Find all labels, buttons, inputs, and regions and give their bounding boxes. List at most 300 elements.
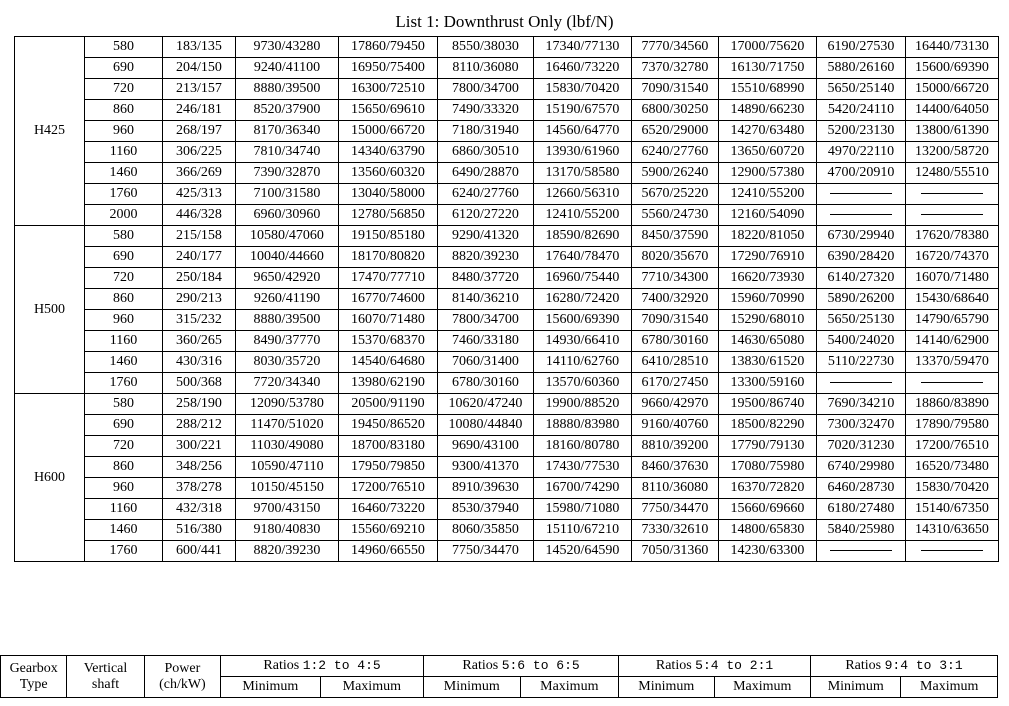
shaft-cell: 1760 bbox=[85, 541, 163, 562]
value-cell: 15430/68640 bbox=[906, 289, 999, 310]
ratio-prefix: Ratios bbox=[263, 658, 303, 673]
power-cell: 600/441 bbox=[163, 541, 236, 562]
value-cell: 8490/37770 bbox=[236, 331, 339, 352]
value-cell: 5650/25130 bbox=[817, 310, 906, 331]
value-cell: 9290/41320 bbox=[438, 226, 534, 247]
value-cell: 15980/71080 bbox=[534, 499, 632, 520]
value-cell: 16460/73220 bbox=[339, 499, 438, 520]
value-cell: 17640/78470 bbox=[534, 247, 632, 268]
empty-cell bbox=[906, 541, 999, 562]
value-cell: 13200/58720 bbox=[906, 142, 999, 163]
value-cell: 6730/29940 bbox=[817, 226, 906, 247]
value-cell: 15650/69610 bbox=[339, 100, 438, 121]
shaft-cell: 720 bbox=[85, 79, 163, 100]
value-cell: 18590/82690 bbox=[534, 226, 632, 247]
value-cell: 8550/38030 bbox=[438, 37, 534, 58]
value-cell: 8170/36340 bbox=[236, 121, 339, 142]
value-cell: 14400/64050 bbox=[906, 100, 999, 121]
downthrust-table bbox=[14, 36, 999, 562]
table-row bbox=[15, 247, 999, 268]
value-cell: 9160/40760 bbox=[632, 415, 719, 436]
dash-line bbox=[921, 382, 983, 383]
value-cell: 12090/53780 bbox=[236, 394, 339, 415]
value-cell: 7090/31540 bbox=[632, 79, 719, 100]
value-cell: 19900/88520 bbox=[534, 394, 632, 415]
shaft-cell: 960 bbox=[85, 121, 163, 142]
value-cell: 11470/51020 bbox=[236, 415, 339, 436]
dash-line bbox=[830, 193, 892, 194]
value-cell: 14930/66410 bbox=[534, 331, 632, 352]
value-cell: 16370/72820 bbox=[719, 478, 817, 499]
value-cell: 8910/39630 bbox=[438, 478, 534, 499]
value-cell: 16950/75400 bbox=[339, 58, 438, 79]
ratio-range-3: 5:4 to 2:1 bbox=[695, 658, 774, 673]
power-cell: 290/213 bbox=[163, 289, 236, 310]
table-row bbox=[15, 499, 999, 520]
ratio-header-2 bbox=[424, 656, 619, 677]
max-header: Maximum bbox=[520, 677, 619, 698]
value-cell: 17620/78380 bbox=[906, 226, 999, 247]
table-row bbox=[15, 184, 999, 205]
value-cell: 7180/31940 bbox=[438, 121, 534, 142]
value-cell: 17890/79580 bbox=[906, 415, 999, 436]
min-header: Minimum bbox=[221, 677, 320, 698]
power-cell: 213/157 bbox=[163, 79, 236, 100]
value-cell: 14800/65830 bbox=[719, 520, 817, 541]
value-cell: 15000/66720 bbox=[906, 79, 999, 100]
value-cell: 19450/86520 bbox=[339, 415, 438, 436]
value-cell: 10040/44660 bbox=[236, 247, 339, 268]
value-cell: 17000/75620 bbox=[719, 37, 817, 58]
value-cell: 7800/34700 bbox=[438, 79, 534, 100]
value-cell: 8880/39500 bbox=[236, 310, 339, 331]
value-cell: 16460/73220 bbox=[534, 58, 632, 79]
value-cell: 17340/77130 bbox=[534, 37, 632, 58]
value-cell: 18700/83180 bbox=[339, 436, 438, 457]
value-cell: 7460/33180 bbox=[438, 331, 534, 352]
shaft-cell: 690 bbox=[85, 415, 163, 436]
value-cell: 5890/26200 bbox=[817, 289, 906, 310]
value-cell: 5670/25220 bbox=[632, 184, 719, 205]
value-cell: 9700/43150 bbox=[236, 499, 339, 520]
shaft-cell: 860 bbox=[85, 100, 163, 121]
value-cell: 13570/60360 bbox=[534, 373, 632, 394]
value-cell: 8030/35720 bbox=[236, 352, 339, 373]
shaft-cell: 1460 bbox=[85, 520, 163, 541]
shaft-cell: 860 bbox=[85, 289, 163, 310]
power-cell: 360/265 bbox=[163, 331, 236, 352]
dash-line bbox=[921, 193, 983, 194]
value-cell: 9730/43280 bbox=[236, 37, 339, 58]
value-cell: 14270/63480 bbox=[719, 121, 817, 142]
power-cell: 246/181 bbox=[163, 100, 236, 121]
value-cell: 19500/86740 bbox=[719, 394, 817, 415]
value-cell: 9660/42970 bbox=[632, 394, 719, 415]
value-cell: 14790/65790 bbox=[906, 310, 999, 331]
value-cell: 18170/80820 bbox=[339, 247, 438, 268]
value-cell: 15830/70420 bbox=[534, 79, 632, 100]
table-row bbox=[15, 541, 999, 562]
value-cell: 4700/20910 bbox=[817, 163, 906, 184]
value-cell: 13930/61960 bbox=[534, 142, 632, 163]
power-header bbox=[144, 656, 220, 698]
shaft-header-line2: shaft bbox=[91, 676, 120, 692]
table-row bbox=[15, 394, 999, 415]
value-cell: 13560/60320 bbox=[339, 163, 438, 184]
ratio-header-1 bbox=[221, 656, 424, 677]
table-body bbox=[15, 37, 999, 562]
shaft-cell: 690 bbox=[85, 247, 163, 268]
shaft-cell: 1160 bbox=[85, 142, 163, 163]
power-cell: 240/177 bbox=[163, 247, 236, 268]
value-cell: 15660/69660 bbox=[719, 499, 817, 520]
power-cell: 366/269 bbox=[163, 163, 236, 184]
value-cell: 10590/47110 bbox=[236, 457, 339, 478]
value-cell: 5110/22730 bbox=[817, 352, 906, 373]
value-cell: 17790/79130 bbox=[719, 436, 817, 457]
value-cell: 18880/83980 bbox=[534, 415, 632, 436]
ratio-prefix: Ratios bbox=[845, 658, 885, 673]
value-cell: 13980/62190 bbox=[339, 373, 438, 394]
value-cell: 7490/33320 bbox=[438, 100, 534, 121]
shaft-cell: 2000 bbox=[85, 205, 163, 226]
value-cell: 6490/28870 bbox=[438, 163, 534, 184]
value-cell: 16070/71480 bbox=[339, 310, 438, 331]
power-header-line1: Power bbox=[164, 660, 201, 676]
ratio-range-2: 5:6 to 6:5 bbox=[501, 658, 580, 673]
power-cell: 306/225 bbox=[163, 142, 236, 163]
value-cell: 6780/30160 bbox=[632, 331, 719, 352]
value-cell: 7690/34210 bbox=[817, 394, 906, 415]
value-cell: 8110/36080 bbox=[438, 58, 534, 79]
value-cell: 8480/37720 bbox=[438, 268, 534, 289]
value-cell: 7390/32870 bbox=[236, 163, 339, 184]
shaft-cell: 1460 bbox=[85, 352, 163, 373]
value-cell: 15290/68010 bbox=[719, 310, 817, 331]
value-cell: 5420/24110 bbox=[817, 100, 906, 121]
value-cell: 7750/34470 bbox=[632, 499, 719, 520]
value-cell: 17200/76510 bbox=[906, 436, 999, 457]
max-header: Maximum bbox=[901, 677, 998, 698]
power-cell: 500/368 bbox=[163, 373, 236, 394]
table-row bbox=[15, 205, 999, 226]
table-row bbox=[15, 268, 999, 289]
value-cell: 4970/22110 bbox=[817, 142, 906, 163]
shaft-cell: 1460 bbox=[85, 163, 163, 184]
value-cell: 9240/41100 bbox=[236, 58, 339, 79]
value-cell: 6390/28420 bbox=[817, 247, 906, 268]
value-cell: 8110/36080 bbox=[632, 478, 719, 499]
value-cell: 17430/77530 bbox=[534, 457, 632, 478]
value-cell: 5200/23130 bbox=[817, 121, 906, 142]
shaft-cell: 580 bbox=[85, 37, 163, 58]
value-cell: 8020/35670 bbox=[632, 247, 719, 268]
value-cell: 8820/39230 bbox=[438, 247, 534, 268]
value-cell: 16130/71750 bbox=[719, 58, 817, 79]
value-cell: 8140/36210 bbox=[438, 289, 534, 310]
shaft-cell: 860 bbox=[85, 457, 163, 478]
power-cell: 288/212 bbox=[163, 415, 236, 436]
value-cell: 18160/80780 bbox=[534, 436, 632, 457]
value-cell: 9260/41190 bbox=[236, 289, 339, 310]
value-cell: 6520/29000 bbox=[632, 121, 719, 142]
value-cell: 7810/34740 bbox=[236, 142, 339, 163]
power-cell: 446/328 bbox=[163, 205, 236, 226]
value-cell: 6120/27220 bbox=[438, 205, 534, 226]
min-header: Minimum bbox=[424, 677, 520, 698]
value-cell: 16770/74600 bbox=[339, 289, 438, 310]
table-row bbox=[15, 478, 999, 499]
value-cell: 15140/67350 bbox=[906, 499, 999, 520]
shaft-cell: 960 bbox=[85, 310, 163, 331]
value-cell: 16720/74370 bbox=[906, 247, 999, 268]
value-cell: 14310/63650 bbox=[906, 520, 999, 541]
value-cell: 6180/27480 bbox=[817, 499, 906, 520]
value-cell: 20500/91190 bbox=[339, 394, 438, 415]
power-cell: 348/256 bbox=[163, 457, 236, 478]
table-row bbox=[15, 310, 999, 331]
value-cell: 6960/30960 bbox=[236, 205, 339, 226]
shaft-cell: 1160 bbox=[85, 499, 163, 520]
empty-cell bbox=[906, 184, 999, 205]
value-cell: 5400/24020 bbox=[817, 331, 906, 352]
value-cell: 6240/27760 bbox=[632, 142, 719, 163]
table-row bbox=[15, 58, 999, 79]
value-cell: 5560/24730 bbox=[632, 205, 719, 226]
power-cell: 430/316 bbox=[163, 352, 236, 373]
value-cell: 8060/35850 bbox=[438, 520, 534, 541]
value-cell: 13370/59470 bbox=[906, 352, 999, 373]
value-cell: 6800/30250 bbox=[632, 100, 719, 121]
value-cell: 16520/73480 bbox=[906, 457, 999, 478]
value-cell: 15510/68990 bbox=[719, 79, 817, 100]
value-cell: 9690/43100 bbox=[438, 436, 534, 457]
empty-cell bbox=[817, 541, 906, 562]
value-cell: 15000/66720 bbox=[339, 121, 438, 142]
power-cell: 378/278 bbox=[163, 478, 236, 499]
table-row bbox=[15, 331, 999, 352]
power-cell: 183/135 bbox=[163, 37, 236, 58]
gearbox-type-cell: H425 bbox=[15, 37, 85, 226]
shaft-header-line1: Vertical bbox=[83, 660, 128, 676]
value-cell: 17290/76910 bbox=[719, 247, 817, 268]
value-cell: 15830/70420 bbox=[906, 478, 999, 499]
max-header: Maximum bbox=[320, 677, 424, 698]
value-cell: 12660/56310 bbox=[534, 184, 632, 205]
value-cell: 13170/58580 bbox=[534, 163, 632, 184]
ratio-prefix: Ratios bbox=[462, 658, 502, 673]
value-cell: 12410/55200 bbox=[719, 184, 817, 205]
shaft-cell: 1760 bbox=[85, 184, 163, 205]
value-cell: 10150/45150 bbox=[236, 478, 339, 499]
min-header: Minimum bbox=[811, 677, 901, 698]
vertical-shaft-header bbox=[67, 656, 144, 698]
power-cell: 204/150 bbox=[163, 58, 236, 79]
value-cell: 18220/81050 bbox=[719, 226, 817, 247]
power-cell: 215/158 bbox=[163, 226, 236, 247]
column-header-table bbox=[0, 655, 998, 698]
table-row bbox=[15, 352, 999, 373]
value-cell: 15560/69210 bbox=[339, 520, 438, 541]
value-cell: 7800/34700 bbox=[438, 310, 534, 331]
ratio-range-4: 9:4 to 3:1 bbox=[884, 658, 963, 673]
power-header-line2: (ch/kW) bbox=[159, 676, 206, 692]
shaft-cell: 960 bbox=[85, 478, 163, 499]
value-cell: 14630/65080 bbox=[719, 331, 817, 352]
value-cell: 8460/37630 bbox=[632, 457, 719, 478]
value-cell: 12410/55200 bbox=[534, 205, 632, 226]
value-cell: 12160/54090 bbox=[719, 205, 817, 226]
shaft-cell: 690 bbox=[85, 58, 163, 79]
value-cell: 8810/39200 bbox=[632, 436, 719, 457]
value-cell: 17860/79450 bbox=[339, 37, 438, 58]
power-cell: 268/197 bbox=[163, 121, 236, 142]
table-row bbox=[15, 142, 999, 163]
value-cell: 8520/37900 bbox=[236, 100, 339, 121]
value-cell: 17950/79850 bbox=[339, 457, 438, 478]
value-cell: 7060/31400 bbox=[438, 352, 534, 373]
table-row bbox=[15, 415, 999, 436]
value-cell: 7090/31540 bbox=[632, 310, 719, 331]
value-cell: 6170/27450 bbox=[632, 373, 719, 394]
value-cell: 13040/58000 bbox=[339, 184, 438, 205]
shaft-cell: 720 bbox=[85, 268, 163, 289]
value-cell: 14540/64680 bbox=[339, 352, 438, 373]
value-cell: 9650/42920 bbox=[236, 268, 339, 289]
empty-cell bbox=[817, 373, 906, 394]
shaft-cell: 720 bbox=[85, 436, 163, 457]
value-cell: 18860/83890 bbox=[906, 394, 999, 415]
value-cell: 6740/29980 bbox=[817, 457, 906, 478]
value-cell: 7020/31230 bbox=[817, 436, 906, 457]
value-cell: 12780/56850 bbox=[339, 205, 438, 226]
value-cell: 19150/85180 bbox=[339, 226, 438, 247]
empty-cell bbox=[906, 373, 999, 394]
value-cell: 8880/39500 bbox=[236, 79, 339, 100]
dash-line bbox=[921, 214, 983, 215]
value-cell: 16960/75440 bbox=[534, 268, 632, 289]
value-cell: 18500/82290 bbox=[719, 415, 817, 436]
shaft-cell: 1760 bbox=[85, 373, 163, 394]
shaft-cell: 580 bbox=[85, 226, 163, 247]
gearbox-type-cell: H500 bbox=[15, 226, 85, 394]
value-cell: 17200/76510 bbox=[339, 478, 438, 499]
value-cell: 15110/67210 bbox=[534, 520, 632, 541]
power-cell: 250/184 bbox=[163, 268, 236, 289]
value-cell: 7750/34470 bbox=[438, 541, 534, 562]
table-row bbox=[15, 226, 999, 247]
value-cell: 13830/61520 bbox=[719, 352, 817, 373]
value-cell: 15190/67570 bbox=[534, 100, 632, 121]
value-cell: 16620/73930 bbox=[719, 268, 817, 289]
value-cell: 15600/69390 bbox=[534, 310, 632, 331]
ratio-range-1: 1:2 to 4:5 bbox=[302, 658, 381, 673]
dash-line bbox=[921, 550, 983, 551]
empty-cell bbox=[906, 205, 999, 226]
value-cell: 10620/47240 bbox=[438, 394, 534, 415]
value-cell: 7770/34560 bbox=[632, 37, 719, 58]
value-cell: 14560/64770 bbox=[534, 121, 632, 142]
value-cell: 6460/28730 bbox=[817, 478, 906, 499]
value-cell: 8530/37940 bbox=[438, 499, 534, 520]
value-cell: 13800/61390 bbox=[906, 121, 999, 142]
value-cell: 7050/31360 bbox=[632, 541, 719, 562]
value-cell: 5880/26160 bbox=[817, 58, 906, 79]
value-cell: 14890/66230 bbox=[719, 100, 817, 121]
power-cell: 315/232 bbox=[163, 310, 236, 331]
power-cell: 300/221 bbox=[163, 436, 236, 457]
value-cell: 7400/32920 bbox=[632, 289, 719, 310]
value-cell: 14340/63790 bbox=[339, 142, 438, 163]
table-row bbox=[15, 373, 999, 394]
table-row bbox=[15, 163, 999, 184]
value-cell: 6140/27320 bbox=[817, 268, 906, 289]
empty-cell bbox=[817, 184, 906, 205]
value-cell: 7330/32610 bbox=[632, 520, 719, 541]
value-cell: 10080/44840 bbox=[438, 415, 534, 436]
value-cell: 16280/72420 bbox=[534, 289, 632, 310]
table-row bbox=[15, 100, 999, 121]
value-cell: 16440/73130 bbox=[906, 37, 999, 58]
power-cell: 425/313 bbox=[163, 184, 236, 205]
value-cell: 14520/64590 bbox=[534, 541, 632, 562]
value-cell: 17470/77710 bbox=[339, 268, 438, 289]
table-row bbox=[15, 289, 999, 310]
dash-line bbox=[830, 550, 892, 551]
value-cell: 14110/62760 bbox=[534, 352, 632, 373]
value-cell: 16070/71480 bbox=[906, 268, 999, 289]
gearbox-type-header bbox=[1, 656, 67, 698]
power-cell: 516/380 bbox=[163, 520, 236, 541]
value-cell: 12480/55510 bbox=[906, 163, 999, 184]
ratio-header-3 bbox=[619, 656, 811, 677]
value-cell: 8820/39230 bbox=[236, 541, 339, 562]
shaft-cell: 580 bbox=[85, 394, 163, 415]
value-cell: 17080/75980 bbox=[719, 457, 817, 478]
ratio-prefix: Ratios bbox=[655, 658, 696, 673]
value-cell: 15960/70990 bbox=[719, 289, 817, 310]
value-cell: 14230/63300 bbox=[719, 541, 817, 562]
power-cell: 432/318 bbox=[163, 499, 236, 520]
value-cell: 11030/49080 bbox=[236, 436, 339, 457]
value-cell: 15370/68370 bbox=[339, 331, 438, 352]
shaft-cell: 1160 bbox=[85, 331, 163, 352]
max-header: Maximum bbox=[714, 677, 810, 698]
table-row bbox=[15, 457, 999, 478]
value-cell: 16300/72510 bbox=[339, 79, 438, 100]
value-cell: 9180/40830 bbox=[236, 520, 339, 541]
value-cell: 15600/69390 bbox=[906, 58, 999, 79]
table-row bbox=[15, 436, 999, 457]
min-header: Minimum bbox=[619, 677, 714, 698]
value-cell: 14140/62900 bbox=[906, 331, 999, 352]
value-cell: 7370/32780 bbox=[632, 58, 719, 79]
gearbox-type-cell: H600 bbox=[15, 394, 85, 562]
value-cell: 7300/32470 bbox=[817, 415, 906, 436]
gearbox-header-line1: Gearbox bbox=[9, 660, 58, 676]
table-row bbox=[15, 79, 999, 100]
value-cell: 13300/59160 bbox=[719, 373, 817, 394]
value-cell: 7710/34300 bbox=[632, 268, 719, 289]
value-cell: 6240/27760 bbox=[438, 184, 534, 205]
value-cell: 13650/60720 bbox=[719, 142, 817, 163]
value-cell: 5900/26240 bbox=[632, 163, 719, 184]
value-cell: 5840/25980 bbox=[817, 520, 906, 541]
value-cell: 5650/25140 bbox=[817, 79, 906, 100]
gearbox-header-line2: Type bbox=[19, 676, 48, 692]
empty-cell bbox=[817, 205, 906, 226]
value-cell: 10580/47060 bbox=[236, 226, 339, 247]
